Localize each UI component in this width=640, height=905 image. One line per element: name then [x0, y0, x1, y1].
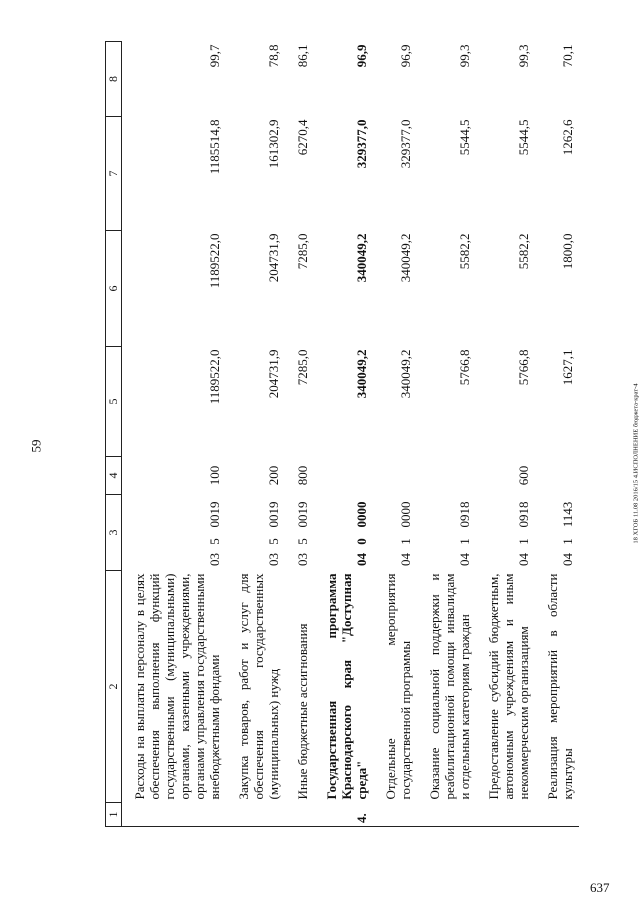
- budget-table: [105, 41, 579, 827]
- table-row: [314, 41, 373, 826]
- value-col-7: 5544,5: [516, 119, 531, 156]
- header-col-5: 5: [106, 346, 122, 456]
- value-col-8: 96,9: [354, 44, 369, 68]
- value-col-5: 7285,0: [295, 349, 310, 386]
- row-name: Отдельные мероприятия государственной программы: [383, 573, 413, 800]
- value-col-5: 340049,2: [354, 349, 369, 399]
- value-col-7: 1185514,8: [207, 119, 222, 175]
- value-col-7: 1262,6: [560, 119, 575, 156]
- value-col-8: 99,3: [516, 44, 531, 68]
- value-col-5: 5766,8: [516, 349, 531, 386]
- code-direction: 0019: [295, 501, 310, 528]
- row-name: Расходы на выплаты персоналу в целях обеспечения выполнения функций государственными (муниципальными) органами, казенными учреждениями, органами управления государственными внебюджетными фондами: [132, 573, 222, 800]
- row-number: 4.: [314, 803, 373, 827]
- row-number: [417, 803, 476, 827]
- code-direction: 0918: [516, 501, 531, 528]
- value-col-5: 1189522,0: [207, 349, 222, 405]
- header-col-8: 8: [106, 41, 122, 116]
- code-program: 04: [354, 553, 369, 566]
- table-row: [535, 41, 579, 826]
- value-col-6: 7285,0: [295, 233, 310, 270]
- value-col-7: 329377,0: [354, 119, 369, 169]
- code-subprogram: 5: [207, 538, 222, 545]
- code-program: 03: [295, 553, 310, 566]
- value-col-8: 78,8: [266, 44, 281, 68]
- code-subprogram: 1: [398, 538, 413, 545]
- value-col-6: 340049,2: [354, 233, 369, 283]
- code-subprogram: 5: [266, 538, 281, 545]
- code-program: 04: [457, 553, 472, 566]
- header-col-2: 2: [106, 571, 122, 803]
- table-row: [476, 41, 535, 826]
- table-row: [285, 41, 314, 826]
- row-name: Закупка товаров, работ и услуг для обеспечения государственных (муниципальных) нужд: [236, 573, 281, 800]
- code-expense-type: [373, 456, 417, 494]
- header-col-6: 6: [106, 230, 122, 346]
- code-program: 04: [560, 553, 575, 566]
- value-col-8: 96,9: [398, 44, 413, 68]
- rotated-table-area: [105, 42, 587, 827]
- code-program: 04: [398, 553, 413, 566]
- row-number: [226, 803, 285, 827]
- row-name: Оказание социальной поддержки и реабилитационной помощи инвалидам и отдельным категориям граждан: [427, 573, 472, 800]
- code-direction: 1143: [560, 501, 575, 528]
- code-expense-type: [535, 456, 579, 494]
- value-col-7: 5544,5: [457, 119, 472, 156]
- code-expense-type: 600: [516, 465, 531, 486]
- code-direction: 0019: [266, 501, 281, 528]
- code-direction: 0019: [207, 501, 222, 528]
- value-col-6: 1800,0: [560, 233, 575, 270]
- value-col-5: 340049,2: [398, 349, 413, 399]
- row-number: [535, 803, 579, 827]
- code-expense-type: [314, 456, 373, 494]
- table-row: [417, 41, 476, 826]
- code-subprogram: 1: [560, 538, 575, 545]
- table-row: [122, 41, 227, 826]
- value-col-5: 204731,9: [266, 349, 281, 399]
- code-direction: 0918: [457, 501, 472, 528]
- row-name: Государственная программа Краснодарского края "Доступная среда": [324, 573, 369, 800]
- value-col-5: 1627,1: [560, 349, 575, 386]
- value-col-6: 5582,2: [516, 233, 531, 270]
- code-expense-type: 200: [266, 465, 281, 486]
- value-col-8: 99,3: [457, 44, 472, 68]
- row-name: Иные бюджетные ассигнования: [295, 623, 310, 800]
- code-program: 04: [516, 553, 531, 566]
- value-col-5: 5766,8: [457, 349, 472, 386]
- row-number: [122, 803, 227, 827]
- table-row: [226, 41, 285, 826]
- value-col-8: 70,1: [560, 44, 575, 68]
- header-col-1: 1: [106, 803, 122, 827]
- code-subprogram: 1: [457, 538, 472, 545]
- header-col-4: 4: [106, 456, 122, 494]
- code-subprogram: 5: [295, 538, 310, 545]
- row-name: Реализация мероприятий в области культуры: [545, 573, 575, 800]
- header-col-3: 3: [106, 494, 122, 570]
- code-program: 03: [266, 553, 281, 566]
- bottom-page-number: 637: [590, 880, 610, 895]
- value-col-7: 161302,9: [266, 119, 281, 169]
- code-expense-type: 100: [207, 465, 222, 486]
- budget-table-wrapper: [105, 42, 587, 827]
- code-expense-type: 800: [295, 465, 310, 486]
- code-subprogram: 0: [354, 538, 369, 545]
- code-subprogram: 1: [516, 538, 531, 545]
- row-name: Предоставление субсидий бюджетным, автономным учреждениям и иным некоммерческим организациям: [486, 573, 531, 800]
- code-direction: 0000: [354, 501, 369, 528]
- value-col-8: 99,7: [207, 44, 222, 68]
- value-col-6: 204731,9: [266, 233, 281, 283]
- row-number: [476, 803, 535, 827]
- table-row: [373, 41, 417, 826]
- value-col-6: 340049,2: [398, 233, 413, 283]
- code-direction: 0000: [398, 501, 413, 528]
- value-col-7: 6270,4: [295, 119, 310, 156]
- table-header-row: [106, 41, 122, 826]
- value-col-6: 5582,2: [457, 233, 472, 270]
- row-number: [285, 803, 314, 827]
- page-number: 59: [28, 439, 44, 453]
- value-col-7: 329377,0: [398, 119, 413, 169]
- value-col-6: 1189522,0: [207, 233, 222, 289]
- value-col-8: 86,1: [295, 44, 310, 68]
- row-number: [373, 803, 417, 827]
- footer-file-path: 18 ХГОБ 11.08 2016/15 4.ИСПОЛНЕНИЕ бюджета-крат-4: [632, 383, 640, 544]
- code-expense-type: [417, 456, 476, 494]
- code-program: 03: [207, 553, 222, 566]
- header-col-7: 7: [106, 116, 122, 230]
